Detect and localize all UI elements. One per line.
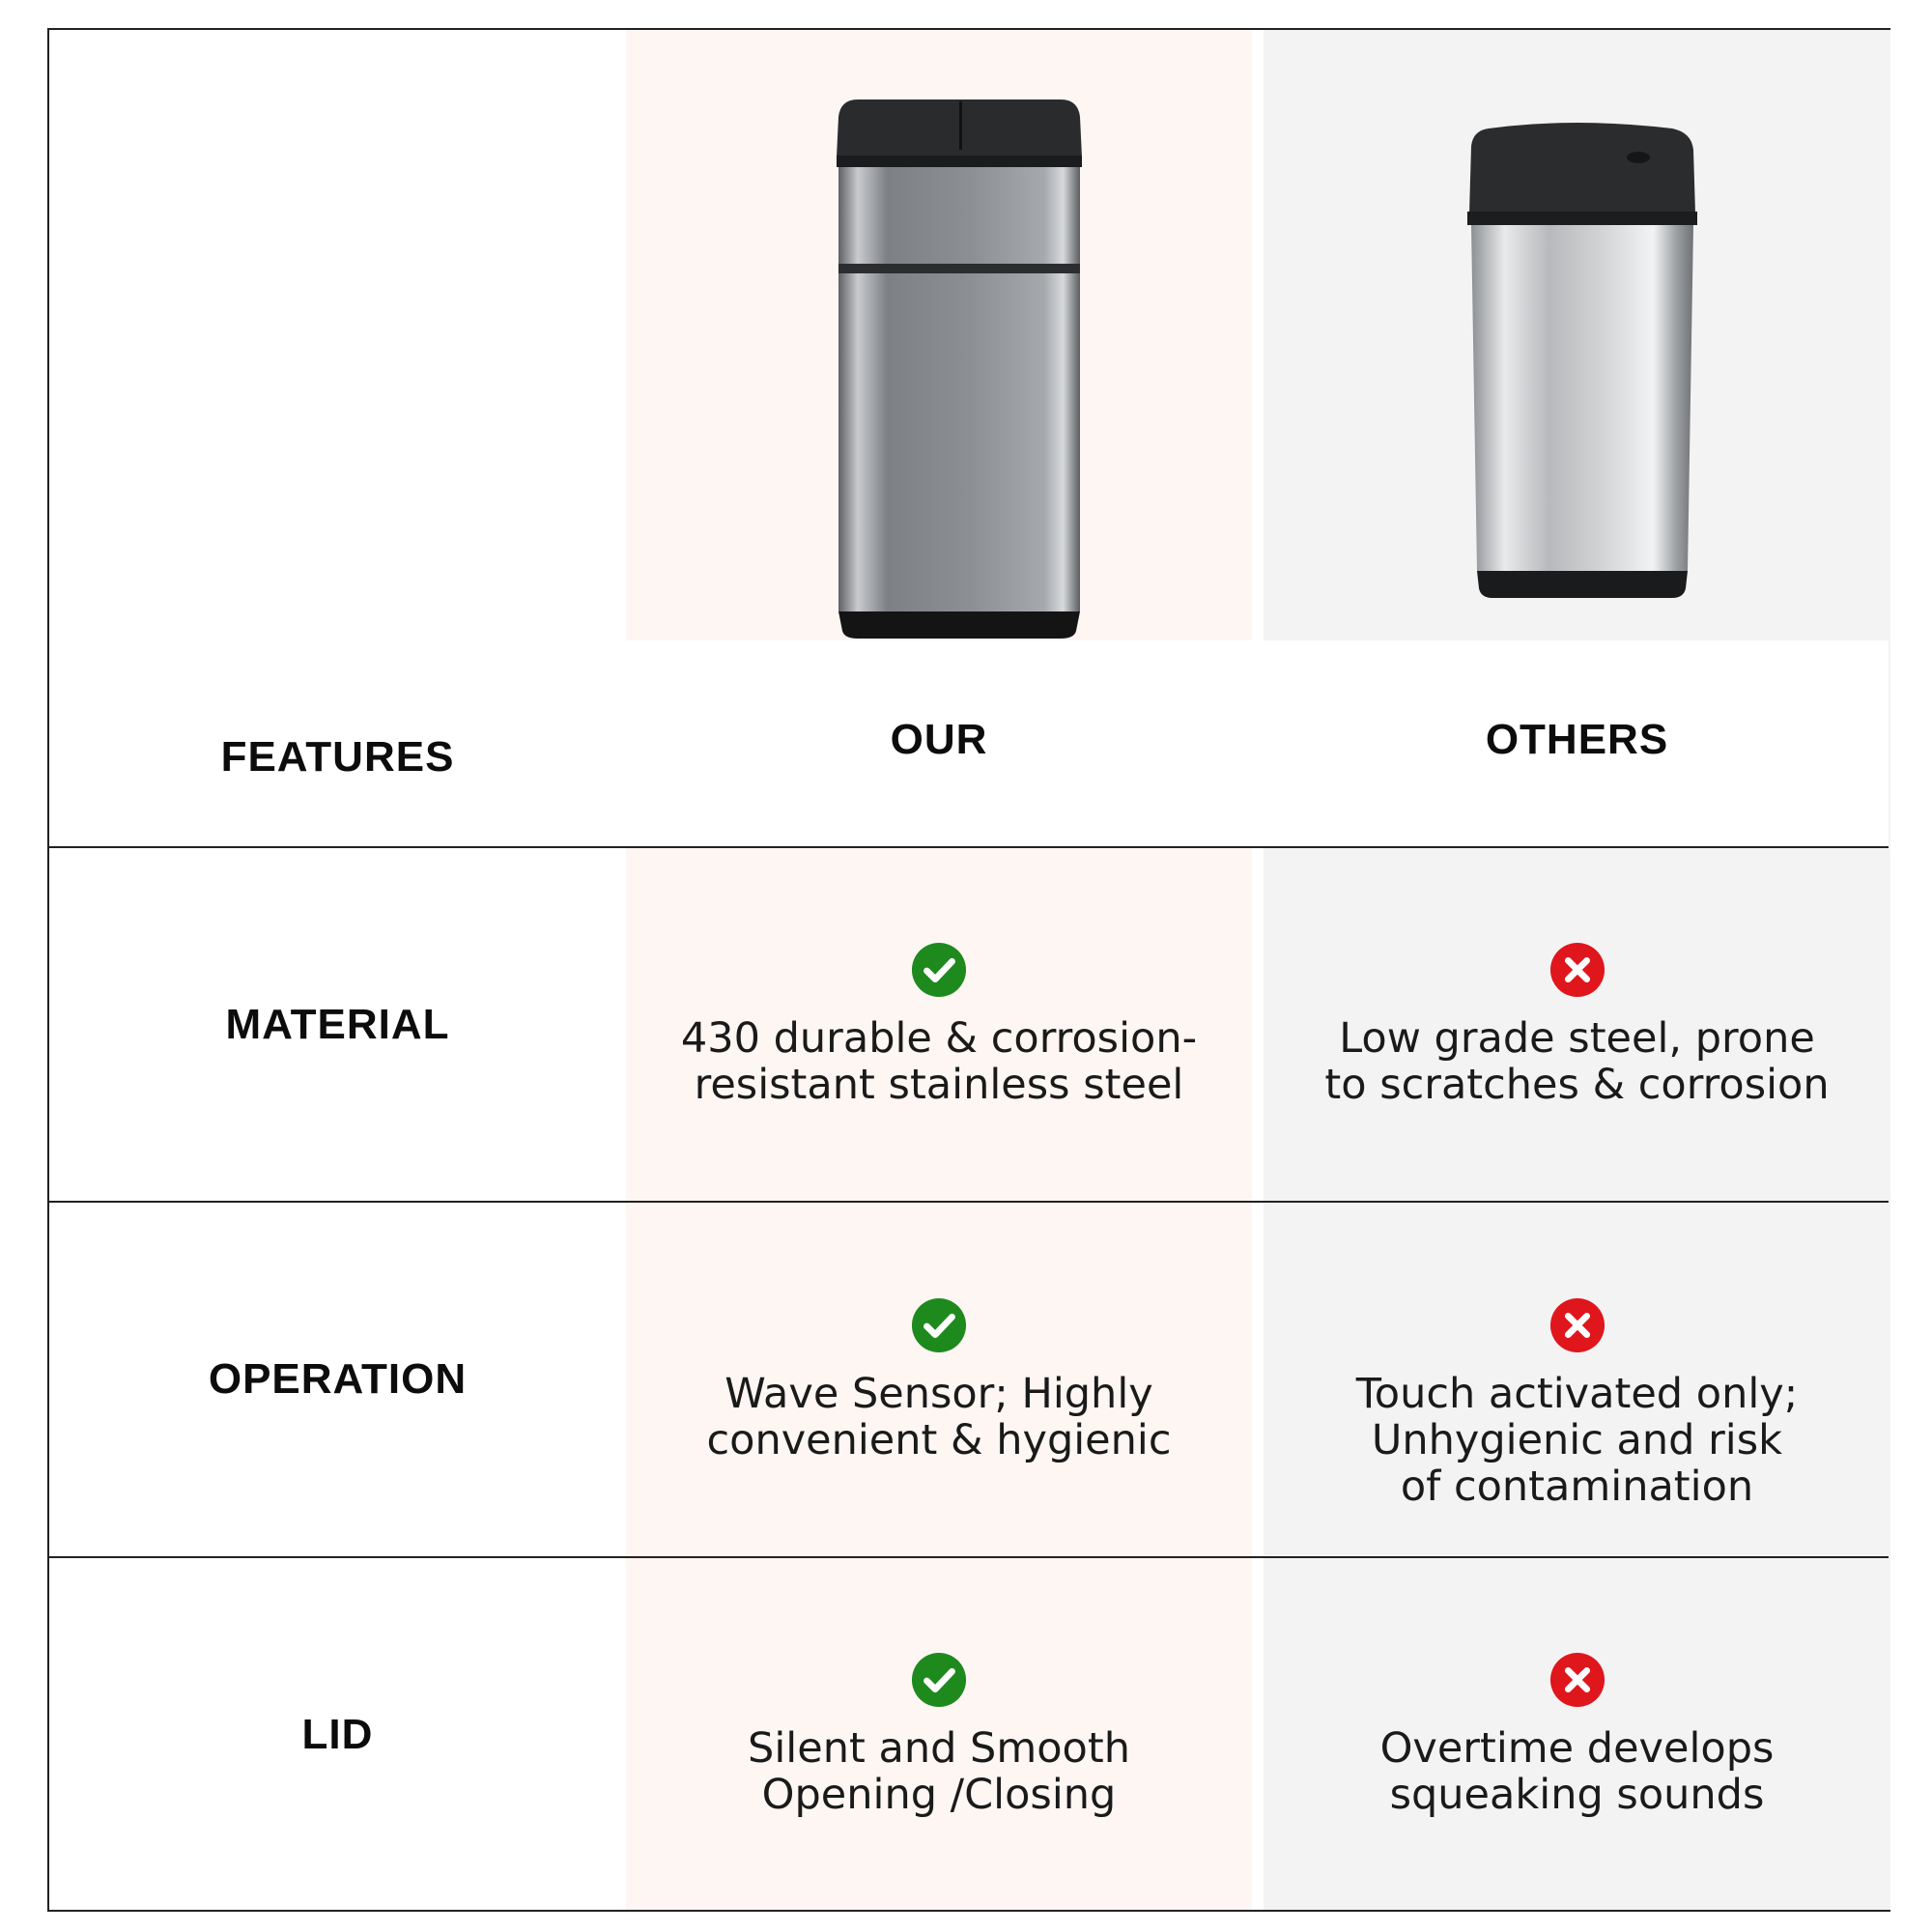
features-header-cell	[49, 658, 626, 841]
lid-our-cell	[626, 1558, 1252, 1912]
material-our-cell	[626, 848, 1252, 1201]
operation-feature-cell	[49, 1203, 626, 1556]
operation-others-cell	[1264, 1203, 1890, 1556]
our-description: Wave Sensor; Highly convenient & hygienic	[706, 1370, 1172, 1464]
feature-label: MATERIAL	[225, 1000, 450, 1048]
others-description: Overtime develops squeaking sounds	[1379, 1724, 1775, 1819]
operation-our-cell	[626, 1203, 1252, 1556]
our-description: Silent and Smooth Opening /Closing	[748, 1724, 1130, 1819]
our-description: 430 durable & corrosion- resistant stainless steel	[680, 1013, 1198, 1109]
our-header: OUR	[890, 716, 988, 763]
check-circle-icon	[911, 942, 967, 998]
lid-feature-cell	[49, 1558, 626, 1912]
others-trash-can-image	[1450, 107, 1711, 629]
x-circle-icon	[1549, 1652, 1605, 1708]
x-circle-icon	[1549, 942, 1605, 998]
check-circle-icon	[911, 1297, 967, 1353]
check-circle-icon	[911, 1652, 967, 1708]
feature-label: OPERATION	[208, 1355, 468, 1403]
comparison-table	[47, 28, 1890, 1912]
lid-others-cell	[1264, 1558, 1890, 1912]
our-header-cell	[626, 658, 1252, 822]
feature-label: LID	[301, 1711, 374, 1758]
x-circle-icon	[1549, 1297, 1605, 1353]
material-feature-cell	[49, 848, 626, 1201]
others-description: Touch activated only; Unhygienic and risk of contamination	[1355, 1370, 1799, 1511]
material-others-cell	[1264, 848, 1890, 1201]
features-header: FEATURES	[220, 733, 455, 781]
our-trash-can-image	[819, 78, 1099, 648]
others-description: Low grade steel, prone to scratches & corrosion	[1324, 1013, 1830, 1109]
others-header-cell	[1264, 658, 1890, 822]
others-header: OTHERS	[1485, 716, 1669, 763]
